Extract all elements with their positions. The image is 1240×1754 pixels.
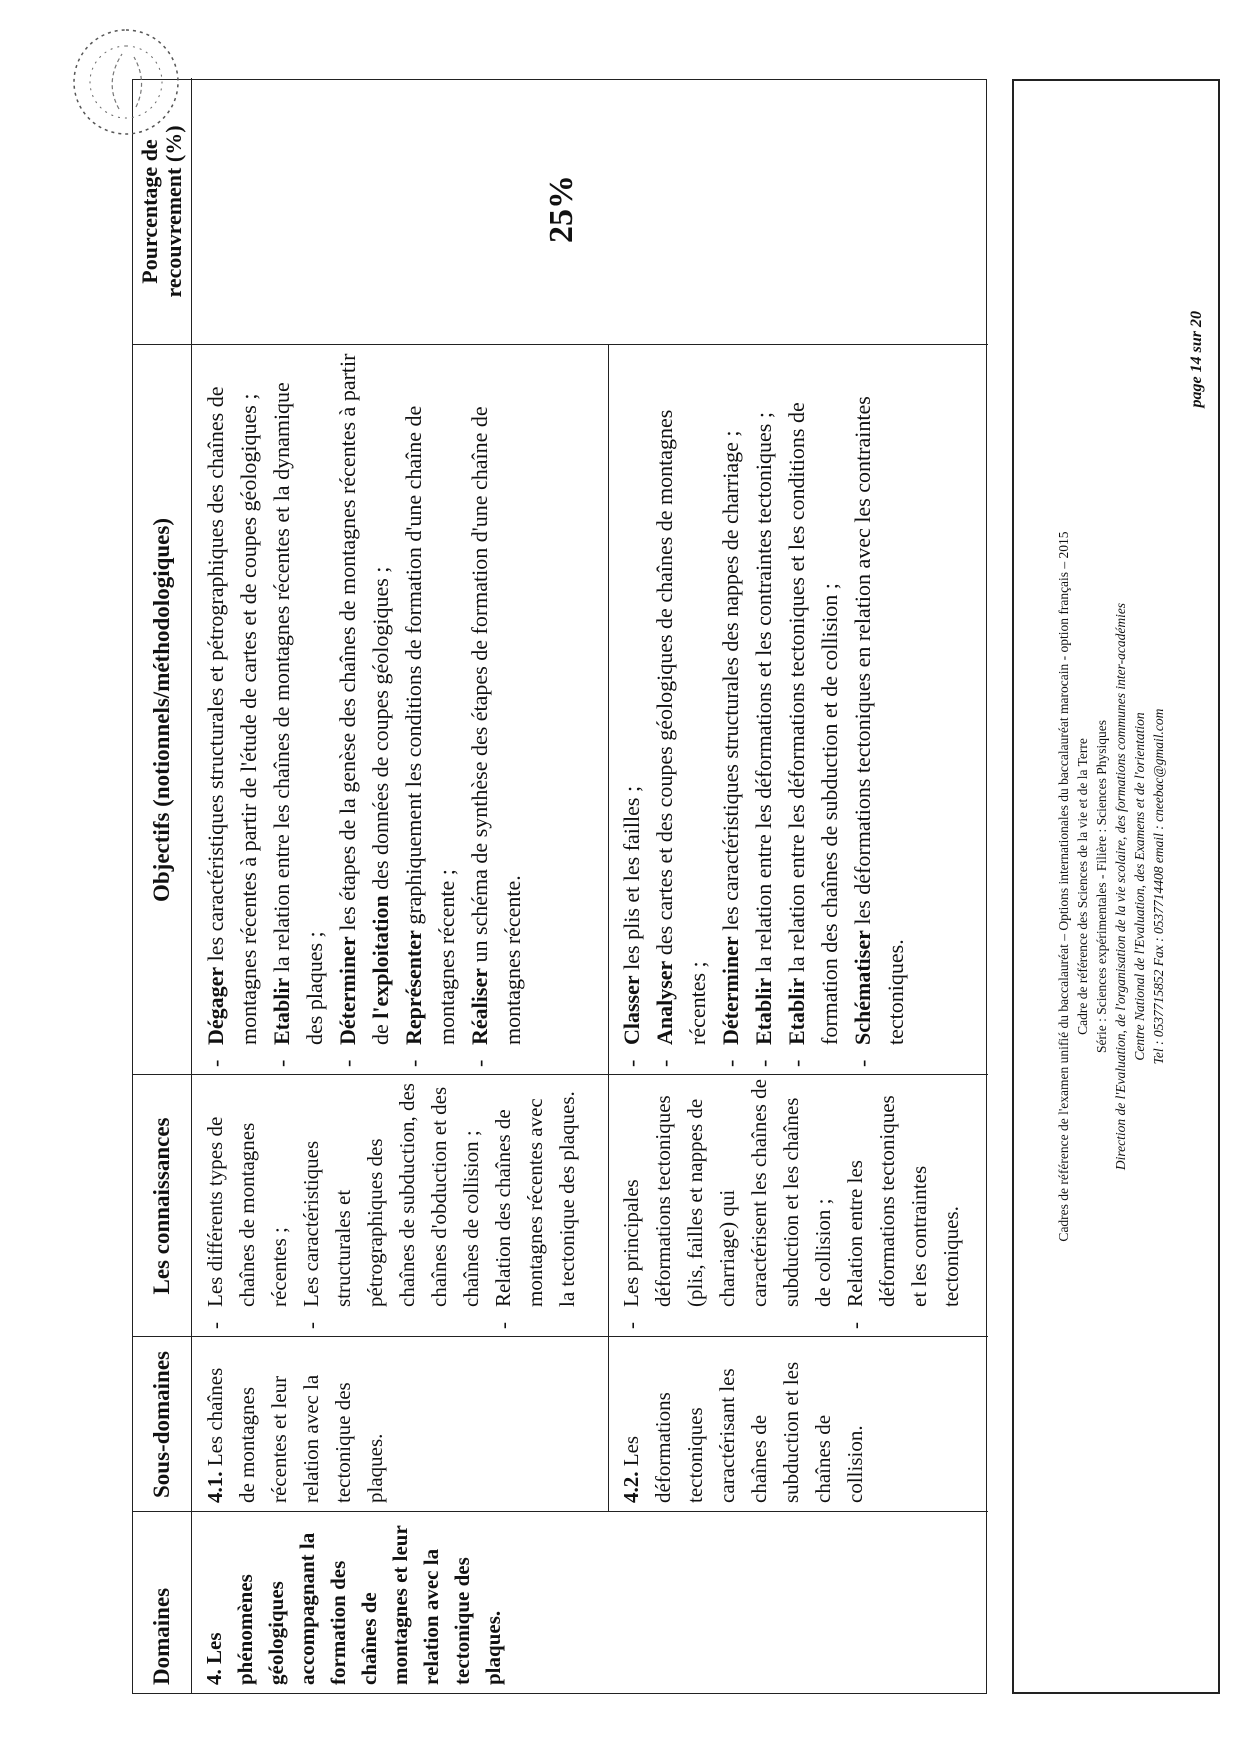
domain-text: 4. Les phénomènes géologiques accompagnant la formation des chaînes de montagnes et leur relation avec la tectonique des plaques. [202,1525,505,1685]
list-item [846,351,912,1067]
objective-verb: Dégager [203,966,228,1045]
header-domaines: Domaines [149,1587,174,1685]
list-item [397,351,463,1067]
sous-domaine-4-1 [199,1343,391,1503]
list-item [780,351,846,1067]
footer-box [1012,79,1220,1694]
header-connaissances: Les connaissances [149,1117,174,1295]
objective-text: les plis et les failles ; [619,785,644,976]
sous-domaine-text: Les déformations tectoniques caractérisant les chaînes de subduction et les chaînes de collision. [619,1361,867,1503]
curriculum-table [132,79,987,1694]
sous-domaine-4-2 [615,1343,871,1503]
objective-verb: Schématiser [850,930,875,1045]
objective-verb: Analyser [652,960,677,1045]
objective-verb: Etablir [784,977,809,1045]
list-item [463,351,529,1067]
col-divider [133,1074,988,1075]
row-divider [608,345,609,1512]
objective-text: des données de coupes géologiques ; [368,566,393,896]
objective-bold: l'exploitation [368,895,393,1019]
footer-line: Direction de l'Evaluation, de l'organisation de la vie scolaire, des formations communes inter-académies [1113,602,1128,1171]
sous-domaine-num: 4.2. [619,1471,643,1503]
list-item [331,351,397,1067]
objective-verb: Représenter [401,930,426,1045]
header-objectifs: Objectifs (notionnels/méthodologiques) [149,518,174,902]
percentage-value: 25% [543,175,580,243]
objective-verb: Déterminer [335,936,360,1045]
page-number: page 14 sur 20 [1188,311,1205,408]
connaissances-4-1 [199,1079,583,1329]
list-item: - Relation des chaînes de montagnes récentes avec la tectonique des plaques. [487,1079,583,1329]
list-item [747,351,780,1067]
header-pourcentage-line2: recouvrement (%) [161,125,186,298]
list-item: - Les principales déformations tectoniques (plis, failles et nappes de charriage) qui caractérisent les chaînes de subduction et les chaînes de collision ; [615,1079,839,1329]
list-item [265,351,331,1067]
official-stamp-icon [64,14,189,149]
list-item: - Les différents types de chaînes de montagnes récentes ; [199,1079,295,1329]
list-item: - Les caractéristiques structurales et pétrographiques des chaînes de subduction, des chaînes d'obduction et des chaînes de collision ; [295,1079,487,1329]
objective-verb: Etablir [269,977,294,1045]
header-sous-domaines: Sous-domaines [149,1351,174,1498]
col-divider [133,1511,988,1512]
objective-text: la relation entre les déformations et les contraintes tectoniques ; [751,412,776,978]
footer-line: Centre National de l'Evaluation, des Examens et de l'orientation [1132,712,1147,1061]
list-item: - Relation entre les déformations tectoniques et les contraintes tectoniques. [839,1079,967,1329]
sous-domaine-text: Les chaînes de montagnes récentes et leur relation avec la tectonique des plaques. [203,1367,387,1503]
footer-line: Tel : 0537715852 Fax : 0537714408 email : cneebac@gmail.com [1151,708,1166,1065]
objectifs-4-1 [199,351,529,1067]
objective-text: des cartes et des coupes géologiques de chaînes de montagnes récentes ; [652,409,710,1045]
footer-line: Cadres de référence de l'examen unifié du baccalauréat – Options internationales du baccalauréat marocain - option français – 2015 [1056,531,1071,1242]
list-item [615,351,648,1067]
list-item [199,351,265,1067]
objective-text: un schéma de synthèse des étapes de formation d'une chaîne de montagnes récente. [467,406,525,1045]
objective-verb: Réaliser [467,968,492,1045]
objective-text: les déformations tectoniques en relation avec les contraintes tectoniques. [850,396,908,1045]
sous-domaine-num: 4.1. [203,1471,227,1503]
list-item [648,351,714,1067]
objective-verb: Classer [619,975,644,1045]
list-item [714,351,747,1067]
objective-verb: Déterminer [718,936,743,1045]
objective-text: graphiquement les conditions de formation d'une chaîne de montagnes récente ; [401,405,459,1045]
objectifs-4-2 [615,351,912,1067]
objective-text: les caractéristiques structurales des nappes de charriage ; [718,430,743,937]
col-divider [133,344,988,345]
objective-text: la relation entre les chaînes de montagnes récentes et la dynamique des plaques ; [269,382,327,1045]
footer-line: Série : Sciences expérimentales - Filière : Sciences Physiques [1094,720,1109,1053]
header-pourcentage-line1: Pourcentage de [137,139,162,284]
connaissances-4-2 [615,1079,967,1329]
footer-line: Cadre de référence des Sciences de la vie et de la Terre [1075,738,1090,1035]
objective-text: la relation entre les déformations tectoniques et les conditions de formation des chaînes de subduction et de collision ; [784,402,842,1045]
objective-text: les étapes de la genèse des chaînes de montagnes récentes à partir de [335,353,393,1045]
header-divider [191,78,192,1693]
objective-verb: Etablir [751,977,776,1045]
col-divider [133,1336,988,1337]
objective-text: les caractéristiques structurales et pétrographiques des chaînes de montagnes récentes à partir de l'étude de cartes et de coupes géologiques ; [203,386,261,1045]
